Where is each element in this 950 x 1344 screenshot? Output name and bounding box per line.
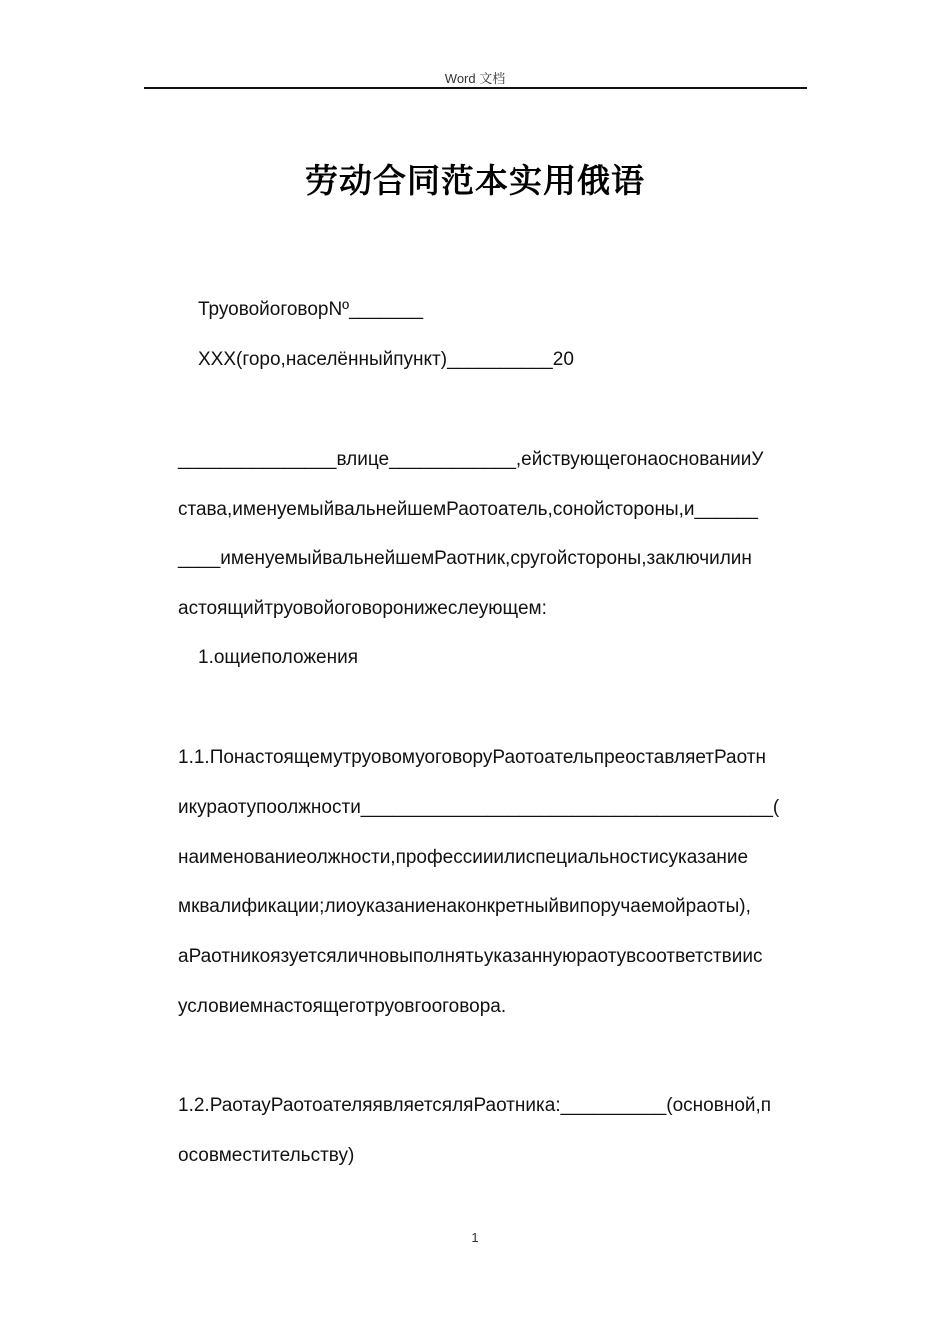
paragraph-line: астоящийтруовойоговоронижеслеующем: xyxy=(178,598,547,619)
paragraph-line: 1.1.ПонастоящемутруовомуоговоруРаотоательпреоставляетРаотн xyxy=(178,747,766,768)
section-heading: 1.ощиеположения xyxy=(198,647,358,668)
paragraph-line: икураотупоолжности_______________________________________( xyxy=(178,797,780,818)
paragraph-line: наименованиеолжности,профессииилиспециальностисуказание xyxy=(178,847,749,868)
paragraph-line: става,именуемыйвальнейшемРаотоатель,сонойстороны,и______ xyxy=(178,499,758,520)
paragraph-line: условиемнастоящеготруовгооговора. xyxy=(178,996,507,1017)
page-header-label: Word 文档 xyxy=(444,71,506,86)
paragraph-line: ____именуемыйвальнейшемРаотник,сругойстороны,заключилин xyxy=(178,548,752,569)
place-date-line: XXX(горо,населённыйпункт)__________20 xyxy=(198,349,574,370)
header-divider xyxy=(144,87,807,89)
paragraph-line: 1.2.РаотауРаотоателяявляетсяляРаотника:__________(основной,п xyxy=(178,1095,772,1116)
page-number: 1 xyxy=(471,1230,479,1245)
paragraph-line: _______________влице____________,ействующегонаоснованииУ xyxy=(178,449,764,470)
document-title: 劳动合同范本实用俄语 xyxy=(305,161,645,200)
paragraph-line: аРаотникоязуетсяличновыполнятьуказаннуюраотувсоответствиис xyxy=(178,946,763,967)
paragraph-line: мквалификации;лиоуказаниенаконкретныйвипоручаемойраоты), xyxy=(178,896,751,917)
paragraph-line: осовместительству) xyxy=(178,1145,355,1166)
contract-number-line: ТруовойоговорNº_______ xyxy=(198,299,424,320)
